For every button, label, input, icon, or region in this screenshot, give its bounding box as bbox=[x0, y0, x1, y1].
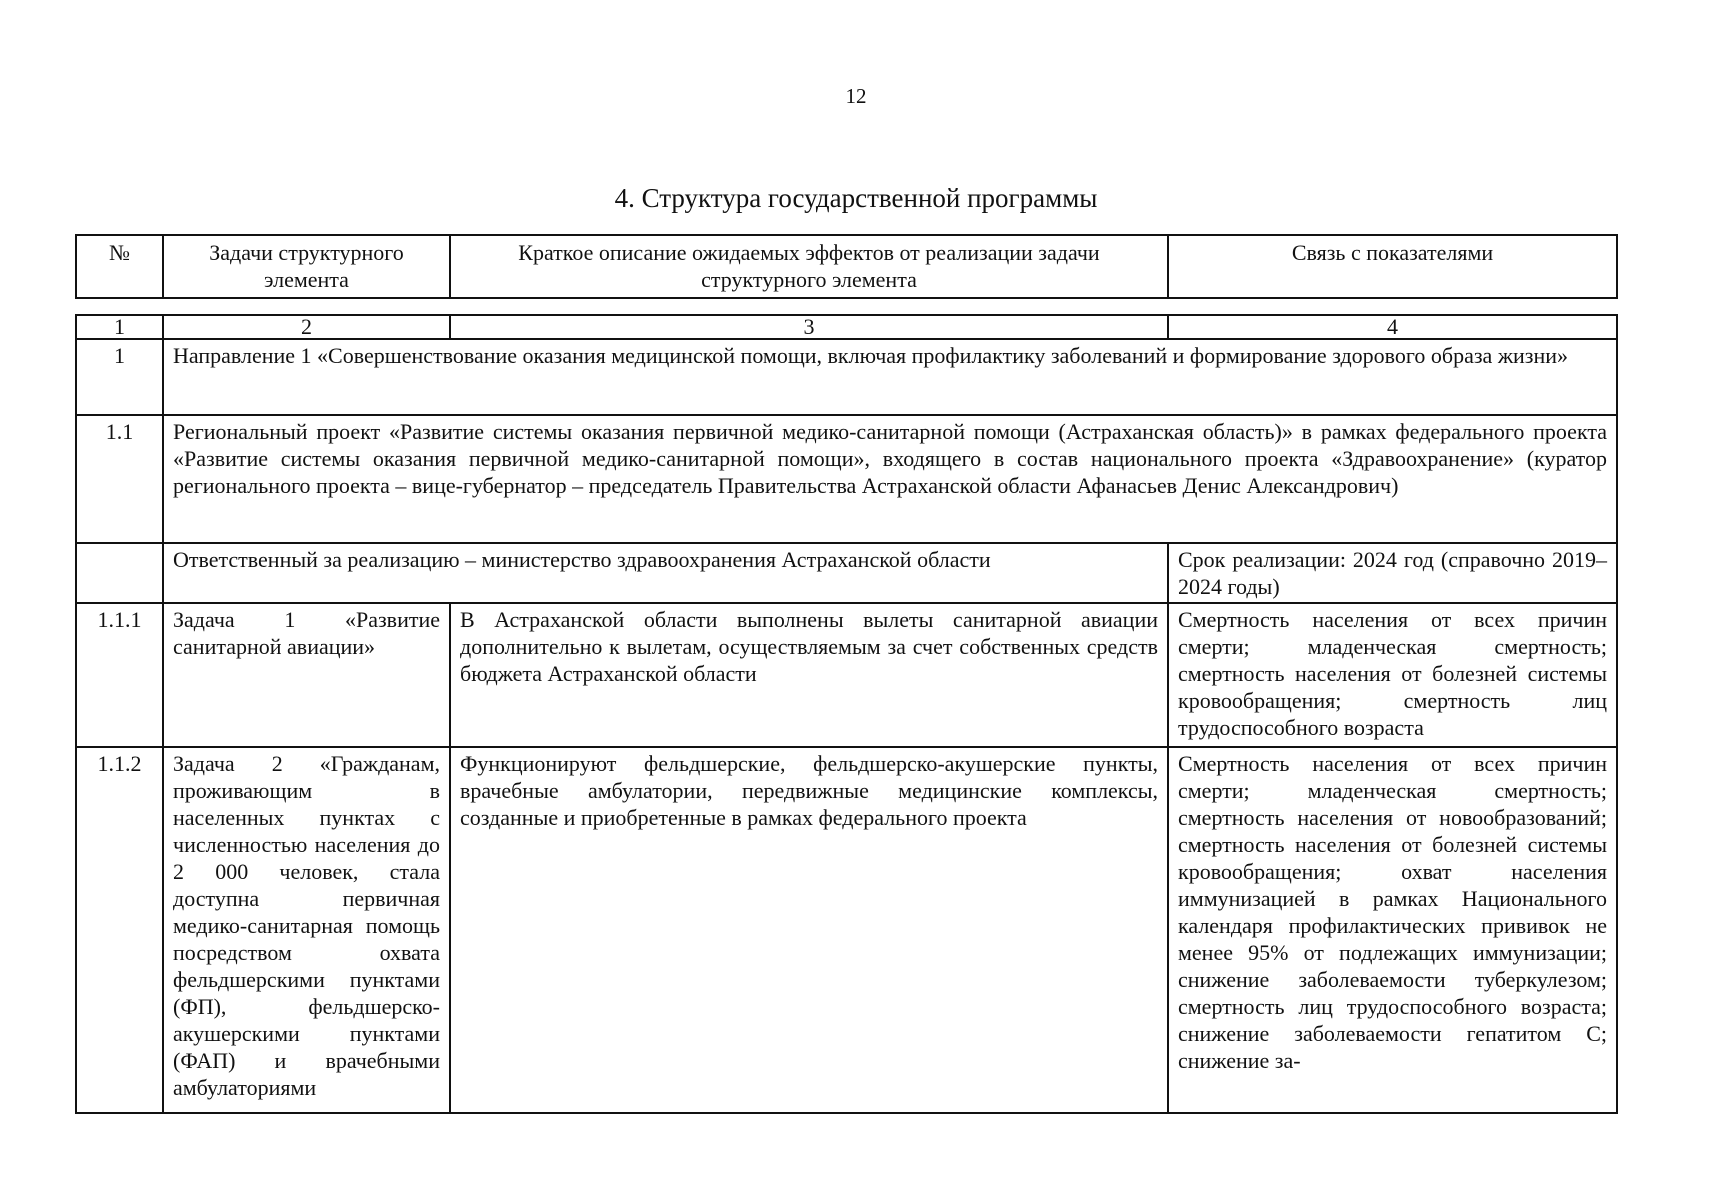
project-text: Региональный проект «Развитие системы оказания первичной медико-санитарной помощи (Астраханская область)» в рамках федерального проекта «Развитие системы оказания первичной медико-санитарной помощи», входящего в состав национального проекта «Здравоохранение» (куратор регионального проекта – вице-губернатор – председатель Правительства Астраханской области Афанасьев Денис Александрович) bbox=[163, 415, 1617, 543]
direction-text: Направление 1 «Совершенствование оказания медицинской помощи, включая профилактику заболеваний и формирование здорового образа жизни» bbox=[163, 339, 1617, 415]
column-index: 4 bbox=[1168, 315, 1617, 339]
task-effect: Функционируют фельдшерские, фельдшерско-акушерские пункты, врачебные амбулатории, передвижные медицинские комплексы, созданные и приобретенные в рамках федерального проекта bbox=[450, 747, 1168, 1113]
responsible-text: Ответственный за реализацию – министерство здравоохранения Астраханской области bbox=[163, 543, 1168, 603]
task-indicators: Смертность населения от всех причин смерти; младенческая смертность; смертность населения от болезней системы кровообращения; смертность лиц трудоспособного возраста bbox=[1168, 603, 1617, 747]
task-number: 1.1.2 bbox=[76, 747, 163, 1113]
task-effect: В Астраханской области выполнены вылеты санитарной авиации дополнительно к вылетам, осуществляемым за счет собственных средств бюджета Астраханской области bbox=[450, 603, 1168, 747]
section-title: 4. Структура государственной программы bbox=[614, 183, 1098, 213]
table-row bbox=[76, 747, 1617, 1113]
header-effects: Краткое описание ожидаемых эффектов от реализации задачи структурного элемента bbox=[450, 235, 1168, 298]
header-table bbox=[75, 234, 1618, 299]
header-indicators: Связь с показателями bbox=[1168, 235, 1617, 298]
column-index: 1 bbox=[76, 315, 163, 339]
term-text: Срок реализации: 2024 год (справочно 2019–2024 годы) bbox=[1168, 543, 1617, 603]
header-tasks: Задачи структурного элемента bbox=[163, 235, 450, 298]
direction-row bbox=[76, 339, 1617, 415]
column-index: 3 bbox=[450, 315, 1168, 339]
column-index: 2 bbox=[163, 315, 450, 339]
page-number: 12 bbox=[845, 84, 867, 108]
project-number: 1.1 bbox=[76, 415, 163, 543]
table-row bbox=[76, 603, 1617, 747]
task-indicators: Смертность населения от всех причин смерти; младенческая смертность; смертность населения от новообразований; смертность населения от болезней системы кровообращения; охват населения иммунизацией в рамках Национального календаря профилактических прививок не менее 95% от подлежащих иммунизации; снижение заболеваемости туберкулезом; смертность лиц трудоспособного возраста; снижение заболеваемости гепатитом С; снижение за- bbox=[1168, 747, 1617, 1113]
responsible-row bbox=[76, 543, 1617, 603]
structure-table bbox=[75, 314, 1618, 1114]
header-number: № bbox=[76, 235, 163, 298]
column-index-row bbox=[76, 315, 1617, 339]
direction-number: 1 bbox=[76, 339, 163, 415]
task-name: Задача 1 «Развитие санитарной авиации» bbox=[163, 603, 450, 747]
header-row bbox=[76, 235, 1617, 298]
project-row bbox=[76, 415, 1617, 543]
empty-cell bbox=[76, 543, 163, 603]
task-number: 1.1.1 bbox=[76, 603, 163, 747]
task-name: Задача 2 «Гражданам, проживающим в населенных пунктах с численностью населения до 2 000 человек, стала доступна первичная медико-санитарная помощь посредством охвата фельдшерскими пунктами (ФП), фельдшерско-акушерскими пунктами (ФАП) и врачебными амбулаториями bbox=[163, 747, 450, 1113]
